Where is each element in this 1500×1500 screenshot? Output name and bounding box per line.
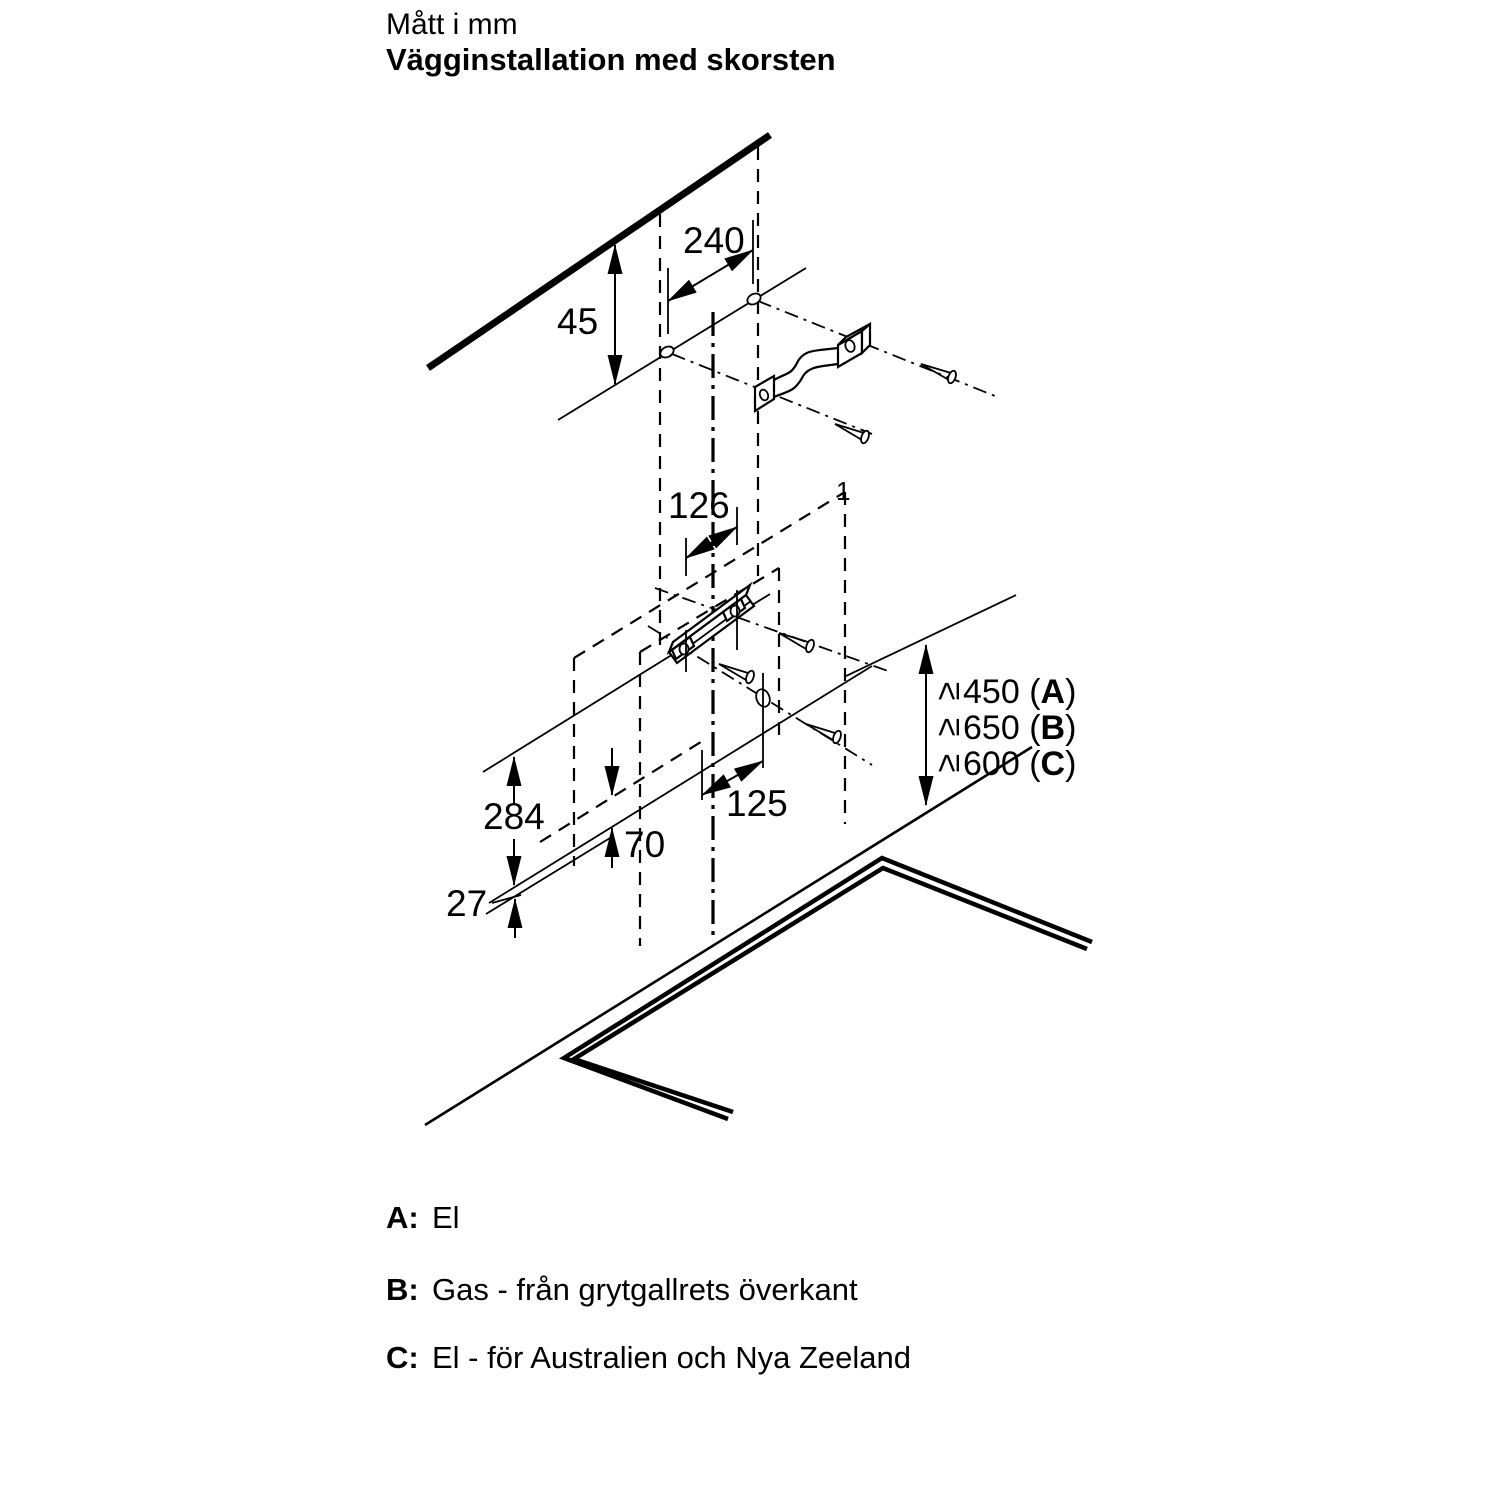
diagram-heading: Vägginstallation med skorsten — [386, 42, 836, 77]
rail-hole-left — [680, 644, 689, 655]
clearance-dimension — [926, 645, 1076, 805]
right-hole-depth-axis — [758, 301, 1000, 398]
hood-lip-edge-line — [486, 838, 610, 914]
screw — [806, 724, 843, 744]
clearance-row-c: 600 (C) — [963, 745, 1077, 783]
dimension-27-label: 27 — [446, 883, 488, 924]
lower-dashed-edge — [540, 740, 704, 842]
gte-symbol: ≥ — [929, 753, 967, 773]
bracket-strap-bottom-edge — [774, 364, 838, 397]
dimension-240 — [668, 220, 753, 301]
chimney-bracket — [755, 324, 870, 411]
gte-symbol: ≥ — [929, 681, 967, 701]
legend-item-c: C: El - för Australien och Nya Zeeland — [386, 1340, 912, 1375]
hood-bottom-edge-line — [489, 666, 872, 903]
legend-item-b: B: Gas - från grytgallrets överkant — [386, 1272, 858, 1307]
part-callout-1: 1 — [836, 476, 851, 506]
legend-item-a: A: El — [386, 1200, 460, 1235]
dimension-284 — [483, 757, 545, 885]
dimension-126 — [668, 485, 737, 558]
dimension-45 — [557, 245, 615, 384]
countertop-inner-edge — [574, 868, 1087, 1112]
dimension-240-label: 240 — [683, 220, 745, 261]
dimension-45-label: 45 — [557, 301, 599, 342]
dimension-125 — [702, 761, 788, 824]
legend — [386, 1200, 911, 1375]
screw — [921, 364, 958, 384]
units-note: Mått i mm — [386, 8, 518, 41]
dimension-125-label: 125 — [726, 783, 788, 824]
dimension-126-label: 126 — [668, 485, 730, 526]
clearance-top-reference-line — [846, 595, 1016, 676]
clearance-row-b: 650 (B) — [963, 709, 1077, 747]
dimension-70 — [612, 748, 665, 868]
rail-hole-right — [731, 606, 740, 617]
bracket-strap-top-edge — [774, 348, 838, 380]
screw — [779, 633, 816, 653]
dimension-27 — [446, 883, 521, 938]
gte-symbol: ≥ — [929, 717, 967, 737]
clearance-row-a: 450 (A) — [963, 673, 1077, 711]
dimension-70-label: 70 — [624, 824, 666, 865]
dimension-284-label: 284 — [483, 796, 545, 837]
